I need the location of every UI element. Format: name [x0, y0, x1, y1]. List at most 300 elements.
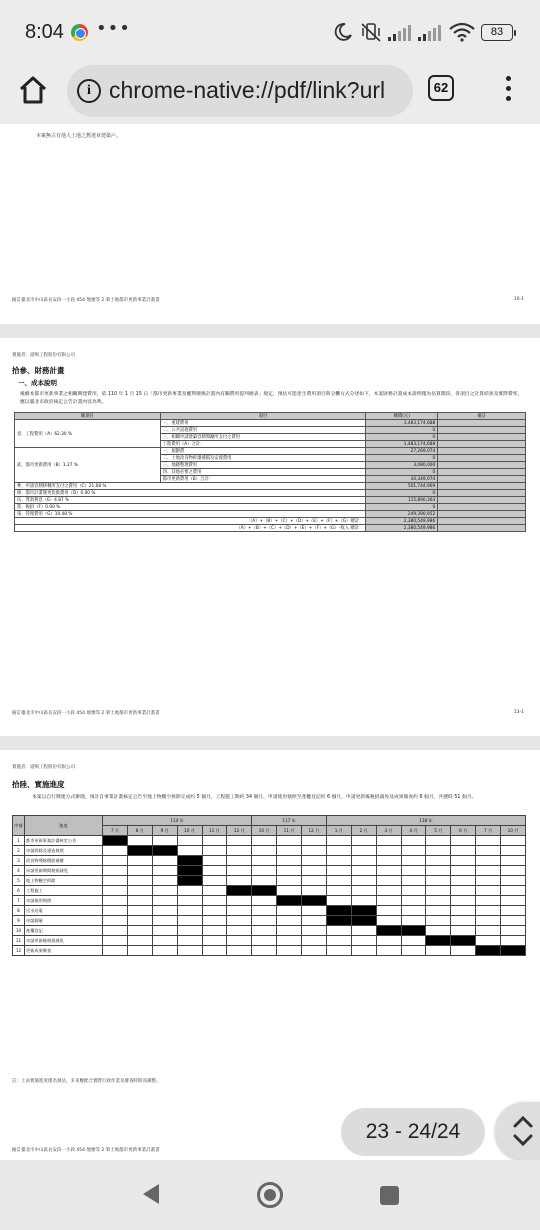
- month-header: 10 月: [501, 826, 526, 836]
- gantt-cell: [476, 846, 501, 856]
- gantt-cell: [177, 926, 202, 936]
- value-cell: 0: [366, 469, 438, 476]
- gantt-cell: [302, 906, 327, 916]
- gantt-cell: [451, 866, 476, 876]
- gantt-cell: [376, 936, 401, 946]
- gantt-cell: [401, 906, 426, 916]
- gantt-cell: [103, 946, 128, 956]
- task-number: 10: [13, 926, 25, 936]
- gantt-cell: [252, 856, 277, 866]
- gantt-cell: [351, 886, 376, 896]
- value-cell: 249,390,952: [366, 511, 438, 518]
- task-number: 6: [13, 886, 25, 896]
- month-header: 12 月: [302, 826, 327, 836]
- gantt-cell: [302, 936, 327, 946]
- task-number: 5: [13, 876, 25, 886]
- gantt-cell: [252, 946, 277, 956]
- gantt-cell: [376, 896, 401, 906]
- gantt-cell: [351, 896, 376, 906]
- note-cell: [438, 441, 526, 448]
- gantt-cell: [127, 876, 152, 886]
- task-name: 更新成果備查: [25, 946, 103, 956]
- table-row: [13, 876, 526, 886]
- schedule-note: 註：上表實施進度僅為預估，未來應配合實際行政作業及審查時間而調整。: [12, 1079, 161, 1084]
- gantt-cell: [202, 836, 227, 846]
- value-cell: 0: [366, 490, 438, 497]
- gantt-bar: [351, 916, 376, 926]
- task-number: 12: [13, 946, 25, 956]
- table-header: 總項目: [15, 413, 161, 420]
- gantt-cell: [127, 836, 152, 846]
- gantt-cell: [302, 836, 327, 846]
- note-cell: [438, 469, 526, 476]
- vibrate-off-icon: [359, 22, 383, 42]
- section-title: 拾陸、實施進度: [12, 780, 65, 789]
- gantt-cell: [202, 926, 227, 936]
- gantt-cell: [326, 896, 351, 906]
- gantt-cell: [252, 936, 277, 946]
- gantt-cell: [476, 876, 501, 886]
- gantt-cell: [152, 866, 177, 876]
- gantt-cell: [227, 926, 252, 936]
- gantt-cell: [376, 846, 401, 856]
- value-cell: 30,349,074: [366, 476, 438, 483]
- note-cell: [438, 497, 526, 504]
- gantt-cell: [277, 846, 302, 856]
- gantt-cell: [152, 836, 177, 846]
- month-header: 6 月: [451, 826, 476, 836]
- task-name: 改良物殘餘價值補償: [25, 856, 103, 866]
- note-cell: [438, 511, 526, 518]
- gantt-cell: [127, 856, 152, 866]
- gantt-cell: [476, 856, 501, 866]
- gantt-cell: [227, 836, 252, 846]
- single-row-label: 陸、稅捐（F）0.00 %: [15, 504, 366, 511]
- total-label: （A）+（B）+（C）+（D）+（E）+（F）+（G）總計：: [15, 518, 366, 525]
- gantt-cell: [177, 886, 202, 896]
- month-header: 11 月: [202, 826, 227, 836]
- note-cell: [438, 462, 526, 469]
- page-indicator: 23 - 24/24: [341, 1108, 485, 1156]
- gantt-cell: [451, 896, 476, 906]
- year-header: 117 年: [252, 816, 327, 826]
- item-cell: 二、土地改良物拆遷補償及安置費用: [160, 455, 366, 462]
- single-row-label: 參、申請容積移轉所支付之費用（C）21.08 %: [15, 483, 366, 490]
- item-cell: 三、地籍整理費用: [160, 462, 366, 469]
- gantt-cell: [227, 936, 252, 946]
- gantt-cell: [103, 896, 128, 906]
- gantt-cell: [376, 856, 401, 866]
- value-cell: 27,269,074: [366, 448, 438, 455]
- table-row: [13, 946, 526, 956]
- table-row: [13, 936, 526, 946]
- gantt-cell: [501, 866, 526, 876]
- gantt-cell: [326, 936, 351, 946]
- gantt-cell: [202, 866, 227, 876]
- month-header: 3 月: [376, 826, 401, 836]
- gantt-cell: [252, 876, 277, 886]
- gantt-cell: [202, 946, 227, 956]
- gantt-cell: [127, 886, 152, 896]
- table-row: [13, 866, 526, 876]
- battery-indicator: 83: [481, 24, 513, 41]
- gantt-cell: [476, 836, 501, 846]
- gantt-cell: [501, 846, 526, 856]
- gantt-cell: [127, 896, 152, 906]
- gantt-cell: [277, 866, 302, 876]
- gantt-bar: [501, 946, 526, 956]
- gantt-cell: [401, 856, 426, 866]
- gantt-cell: [152, 886, 177, 896]
- home-icon[interactable]: [17, 74, 49, 106]
- value-cell: 3,080,000: [366, 462, 438, 469]
- gantt-cell: [302, 916, 327, 926]
- group-cell: 壹、工程費用（A）62.30 %: [15, 420, 161, 448]
- gantt-cell: [277, 836, 302, 846]
- clock: 8:04: [25, 21, 64, 43]
- task-name: 送水送電: [25, 906, 103, 916]
- gantt-cell: [451, 856, 476, 866]
- gantt-cell: [103, 936, 128, 946]
- gantt-cell: [326, 836, 351, 846]
- gantt-cell: [351, 836, 376, 846]
- gantt-cell: [252, 926, 277, 936]
- note-cell: [438, 483, 526, 490]
- gantt-bar: [177, 856, 202, 866]
- schedule-table: [12, 815, 526, 956]
- section-subtitle: 一、成本說明: [18, 379, 57, 387]
- gantt-cell: [426, 856, 451, 866]
- gantt-cell: [302, 876, 327, 886]
- task-name: 產權登記: [25, 926, 103, 936]
- month-header: 8 月: [127, 826, 152, 836]
- note-cell: [438, 434, 526, 441]
- gantt-cell: [326, 926, 351, 936]
- month-header: 2 月: [351, 826, 376, 836]
- total-value: 2,380,549,986: [366, 518, 438, 525]
- gantt-cell: [401, 916, 426, 926]
- gantt-cell: [127, 916, 152, 926]
- year-header: 118 年: [326, 816, 525, 826]
- gantt-cell: [501, 906, 526, 916]
- item-cell: 二、公共設施費用: [160, 427, 366, 434]
- gantt-bar: [401, 926, 426, 936]
- gantt-cell: [127, 946, 152, 956]
- table-row: [13, 886, 526, 896]
- gantt-bar: [351, 906, 376, 916]
- month-header: 10 月: [177, 826, 202, 836]
- gantt-cell: [351, 926, 376, 936]
- gantt-cell: [326, 866, 351, 876]
- gantt-cell: [103, 846, 128, 856]
- gantt-cell: [451, 946, 476, 956]
- page-text: 本案無占有他人土地之舊違章建築戶。: [36, 133, 122, 139]
- gantt-cell: [376, 946, 401, 956]
- note-cell: [438, 476, 526, 483]
- gantt-cell: [376, 886, 401, 896]
- gantt-cell: [227, 866, 252, 876]
- gantt-cell: [451, 876, 476, 886]
- month-header: 7 月: [103, 826, 128, 836]
- gantt-cell: [227, 896, 252, 906]
- page-footer: 擬訂臺北市中山區長安段一小段 454 地號等 2 筆土地都市更新事業計畫書: [12, 711, 160, 716]
- gantt-cell: [103, 856, 128, 866]
- gantt-cell: [103, 876, 128, 886]
- pdf-viewer[interactable]: [0, 124, 540, 1160]
- gantt-cell: [152, 946, 177, 956]
- group-cell: 貳、都市更新費用（B）1.27 %: [15, 448, 161, 483]
- gantt-cell: [401, 886, 426, 896]
- gantt-cell: [202, 906, 227, 916]
- signal-sim2-icon: [418, 25, 444, 41]
- gantt-cell: [227, 906, 252, 916]
- note-cell: [438, 525, 526, 532]
- browser-toolbar: [0, 62, 540, 124]
- gantt-cell: [326, 846, 351, 856]
- gantt-cell: [252, 906, 277, 916]
- gantt-cell: [277, 926, 302, 936]
- gantt-cell: [152, 926, 177, 936]
- gantt-cell: [202, 876, 227, 886]
- gantt-bar: [127, 846, 152, 856]
- task-number: 9: [13, 916, 25, 926]
- pdf-page-13-1: [0, 338, 540, 736]
- gantt-cell: [351, 946, 376, 956]
- item-cell: 四、其他必要之費用: [160, 469, 366, 476]
- gantt-cell: [277, 916, 302, 926]
- gantt-cell: [476, 896, 501, 906]
- gantt-cell: [476, 866, 501, 876]
- gantt-cell: [302, 946, 327, 956]
- month-header: 5 月: [426, 826, 451, 836]
- task-number: 8: [13, 906, 25, 916]
- task-number: 7: [13, 896, 25, 906]
- task-name: 申請更新後稅捐減免: [25, 936, 103, 946]
- gantt-cell: [451, 916, 476, 926]
- gantt-cell: [376, 876, 401, 886]
- chrome-notification-icon: [71, 24, 88, 41]
- gantt-cell: [127, 866, 152, 876]
- gantt-bar: [426, 936, 451, 946]
- gantt-cell: [252, 846, 277, 856]
- gantt-cell: [202, 846, 227, 856]
- more-notifications-icon: •••: [96, 18, 131, 39]
- column-header-progress: 進度: [25, 816, 103, 836]
- gantt-bar: [451, 936, 476, 946]
- gantt-cell: [476, 926, 501, 936]
- gantt-cell: [177, 946, 202, 956]
- gantt-cell: [227, 876, 252, 886]
- month-header: 7 月: [476, 826, 501, 836]
- gantt-cell: [127, 936, 152, 946]
- gantt-cell: [426, 866, 451, 876]
- gantt-cell: [202, 896, 227, 906]
- gantt-bar: [227, 886, 252, 896]
- table-header: 總價(元): [366, 413, 438, 420]
- gantt-bar: [376, 926, 401, 936]
- month-header: 1 月: [326, 826, 351, 836]
- value-cell: 0: [366, 504, 438, 511]
- gantt-cell: [401, 876, 426, 886]
- gantt-cell: [426, 846, 451, 856]
- gantt-cell: [252, 836, 277, 846]
- item-cell: 都市更新費用（B）合計：: [160, 476, 366, 483]
- item-cell: 三、相關申請建築容積獎勵所支付之費用: [160, 434, 366, 441]
- month-header: 11 月: [277, 826, 302, 836]
- gantt-cell: [501, 916, 526, 926]
- task-number: 11: [13, 936, 25, 946]
- gantt-cell: [152, 896, 177, 906]
- gantt-cell: [376, 866, 401, 876]
- month-header: 9 月: [152, 826, 177, 836]
- column-header-no: 序號: [13, 816, 25, 836]
- gantt-cell: [202, 916, 227, 926]
- gantt-cell: [401, 846, 426, 856]
- gantt-cell: [401, 896, 426, 906]
- table-header: 備註: [438, 413, 526, 420]
- gantt-bar: [326, 906, 351, 916]
- gantt-cell: [326, 856, 351, 866]
- gantt-cell: [202, 856, 227, 866]
- gantt-cell: [252, 866, 277, 876]
- gantt-cell: [277, 876, 302, 886]
- section-paragraph: 後續本都市更新事業之相關興建費用，依 110 年 1 月 15 日「都市更新事業及權利變換計畫內有關費用提列總表」規定，預估可能產生費用項目與分攤方式分述如下，本案財務計畫成本說明僅為估算階段，各項目之計算結果及實際費率，應以臺北市政府核定公告計畫內容為準。: [20, 392, 523, 405]
- system-nav-bar: [0, 1160, 540, 1230]
- gantt-bar: [177, 876, 202, 886]
- note-cell: [438, 420, 526, 427]
- gantt-cell: [302, 846, 327, 856]
- table-row: [13, 856, 526, 866]
- table-row: [13, 906, 526, 916]
- task-name: 申請拆除及建造執照: [25, 846, 103, 856]
- gantt-cell: [501, 926, 526, 936]
- item-cell: 一、規劃費: [160, 448, 366, 455]
- status-bar: [0, 0, 540, 62]
- gantt-cell: [103, 926, 128, 936]
- gantt-cell: [426, 906, 451, 916]
- back-icon[interactable]: [141, 1183, 161, 1205]
- gantt-cell: [302, 866, 327, 876]
- gantt-cell: [376, 906, 401, 916]
- gantt-cell: [252, 896, 277, 906]
- gantt-cell: [103, 886, 128, 896]
- table-row: [13, 836, 526, 846]
- gantt-cell: [302, 856, 327, 866]
- gantt-bar: [302, 896, 327, 906]
- value-cell: 0: [366, 455, 438, 462]
- table-row: [13, 896, 526, 906]
- gantt-cell: [252, 916, 277, 926]
- note-cell: [438, 518, 526, 525]
- implementer-label: 實施者：道鳴工程股份有限公司: [12, 765, 75, 770]
- gantt-cell: [302, 886, 327, 896]
- gantt-cell: [476, 936, 501, 946]
- gantt-cell: [426, 946, 451, 956]
- gantt-cell: [401, 936, 426, 946]
- gantt-cell: [351, 866, 376, 876]
- page-number: 10-1: [513, 297, 524, 302]
- gantt-cell: [202, 936, 227, 946]
- overflow-menu-icon[interactable]: [498, 76, 518, 108]
- task-name: 申請更新期間稅捐減免: [25, 866, 103, 876]
- gantt-cell: [227, 846, 252, 856]
- gantt-cell: [351, 876, 376, 886]
- home-button-icon[interactable]: [257, 1182, 283, 1208]
- gantt-cell: [152, 936, 177, 946]
- task-number: 1: [13, 836, 25, 846]
- gantt-cell: [152, 856, 177, 866]
- gantt-cell: [277, 906, 302, 916]
- gantt-cell: [351, 936, 376, 946]
- total-value: 2,380,549,986: [366, 525, 438, 532]
- gantt-cell: [351, 856, 376, 866]
- gantt-cell: [501, 886, 526, 896]
- address-bar[interactable]: [67, 65, 413, 117]
- implementer-label: 實施者：道鳴工程股份有限公司: [12, 353, 75, 358]
- gantt-cell: [177, 936, 202, 946]
- gantt-cell: [451, 926, 476, 936]
- gantt-bar: [326, 916, 351, 926]
- gantt-cell: [426, 926, 451, 936]
- gantt-cell: [376, 836, 401, 846]
- info-icon[interactable]: i: [77, 79, 101, 103]
- gantt-cell: [476, 916, 501, 926]
- pdf-page-schedule: [0, 750, 540, 1160]
- gantt-cell: [177, 846, 202, 856]
- gantt-cell: [401, 836, 426, 846]
- recents-icon[interactable]: [380, 1186, 399, 1205]
- value-cell: 1,483,174,688: [366, 441, 438, 448]
- pdf-page-10-1: [0, 124, 540, 324]
- gantt-bar: [252, 886, 277, 896]
- tab-switcher-button[interactable]: 62: [428, 75, 454, 101]
- note-cell: [438, 448, 526, 455]
- gantt-cell: [451, 846, 476, 856]
- month-header: 12 月: [227, 826, 252, 836]
- value-cell: 115,890,303: [366, 497, 438, 504]
- gantt-cell: [376, 916, 401, 926]
- gantt-bar: [277, 896, 302, 906]
- table-row: [13, 846, 526, 856]
- table-header: 項目: [160, 413, 366, 420]
- task-name: 地上物騰空拆除: [25, 876, 103, 886]
- gantt-cell: [451, 836, 476, 846]
- table-row: [13, 926, 526, 936]
- gantt-cell: [326, 876, 351, 886]
- signal-sim1-icon: [388, 25, 414, 41]
- url-text[interactable]: chrome-native://pdf/link?url: [109, 77, 386, 103]
- item-cell: 工程費用（A）合計：: [160, 441, 366, 448]
- value-cell: 0: [366, 427, 438, 434]
- wifi-icon: [449, 22, 475, 42]
- month-header: 4 月: [401, 826, 426, 836]
- scroll-chevrons-icon: [511, 1113, 535, 1149]
- value-cell: 1,483,174,688: [366, 420, 438, 427]
- gantt-cell: [152, 906, 177, 916]
- note-cell: [438, 455, 526, 462]
- item-cell: 一、重建費用: [160, 420, 366, 427]
- gantt-cell: [426, 916, 451, 926]
- page-number: 13-1: [513, 710, 524, 715]
- gantt-cell: [227, 946, 252, 956]
- gantt-cell: [401, 946, 426, 956]
- gantt-cell: [326, 886, 351, 896]
- single-row-label: 伍、貸款利息（E）4.87 %: [15, 497, 366, 504]
- gantt-bar: [103, 836, 128, 846]
- gantt-cell: [451, 906, 476, 916]
- gantt-cell: [227, 856, 252, 866]
- total-label: （A）+（B）+（C）+（D）+（E）+（F）+（G）-收入 總計：: [15, 525, 366, 532]
